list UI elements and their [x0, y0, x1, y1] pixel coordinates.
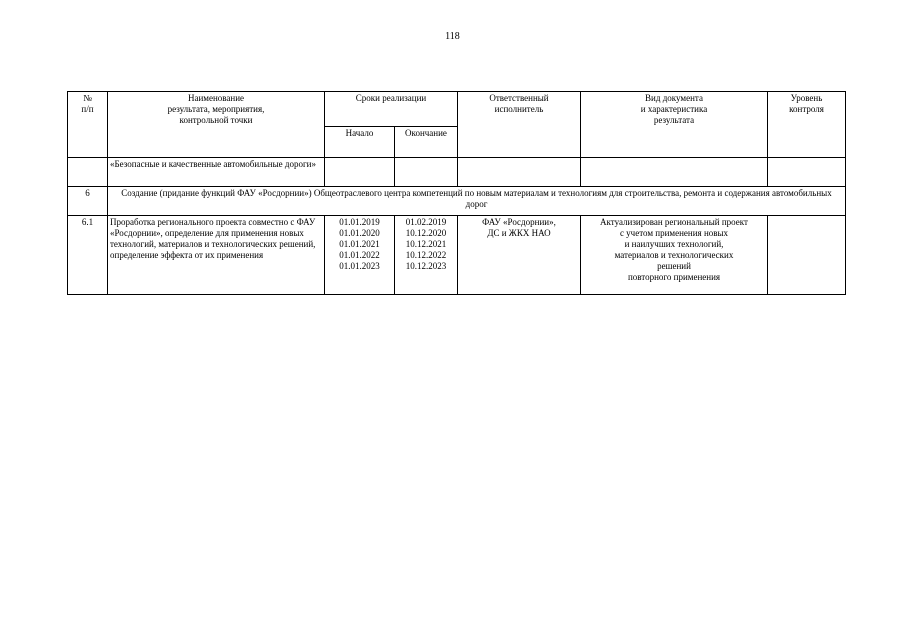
- end-date: 10.12.2020: [405, 228, 447, 238]
- header-row: [68, 92, 846, 127]
- start-date: 01.01.2019: [339, 217, 380, 227]
- header-num: № п/п: [68, 92, 108, 158]
- start-date: 01.01.2022: [339, 250, 380, 260]
- cell-item-end-dates: [395, 216, 458, 295]
- cell-num-empty: [68, 158, 108, 187]
- start-date: 01.01.2021: [339, 239, 380, 249]
- cell-end-empty: [395, 158, 458, 187]
- start-date: 01.01.2020: [339, 228, 380, 238]
- table-row-section: [68, 187, 846, 216]
- header-doc: Вид документа и характеристика результата: [581, 92, 768, 158]
- cell-item-responsible: ФАУ «Росдорнии», ДС и ЖКХ НАО: [458, 216, 581, 295]
- end-date: 01.02.2019: [405, 217, 447, 227]
- cell-responsible-empty: [458, 158, 581, 187]
- cell-item-start-dates: [325, 216, 395, 295]
- cell-continuation-name: «Безопасные и качественные автомобильные дороги»: [108, 158, 325, 187]
- header-level: Уровень контроля: [768, 92, 846, 158]
- table-row-continuation: [68, 158, 846, 187]
- cell-item-num: 6.1: [68, 216, 108, 295]
- start-date: 01.01.2023: [339, 261, 380, 271]
- cell-item-level: [768, 216, 846, 295]
- header-start: Начало: [325, 127, 395, 158]
- cell-doc-empty: [581, 158, 768, 187]
- header-end: Окончание: [395, 127, 458, 158]
- header-terms: Сроки реализации: [325, 92, 458, 127]
- end-date: 10.12.2021: [405, 239, 447, 249]
- cell-item-name: Проработка регионального проекта совместно с ФАУ «Росдорнии», определение для применения новых технологий, материалов и технологических решений, определение эффекта от их применения: [108, 216, 325, 295]
- results-table: [67, 91, 846, 295]
- cell-section-num: 6: [68, 187, 108, 216]
- table-row-item: [68, 216, 846, 295]
- end-date: 10.12.2022: [405, 250, 447, 260]
- cell-section-text: Создание (придание функций ФАУ «Росдорнии») Общеотраслевого центра компетенций по новым материалам и технологиям для строительства, ремонта и содержания автомобильных дорог: [108, 187, 846, 216]
- cell-item-doc: Актуализирован региональный проект с учетом применения новых и наилучших технологий, материалов и технологических решений повторного применения: [581, 216, 768, 295]
- page-number: 118: [445, 31, 460, 42]
- end-date: 10.12.2023: [405, 261, 447, 271]
- header-responsible: Ответственный исполнитель: [458, 92, 581, 158]
- cell-start-empty: [325, 158, 395, 187]
- cell-level-empty: [768, 158, 846, 187]
- header-name: Наименование результата, мероприятия, контрольной точки: [108, 92, 325, 158]
